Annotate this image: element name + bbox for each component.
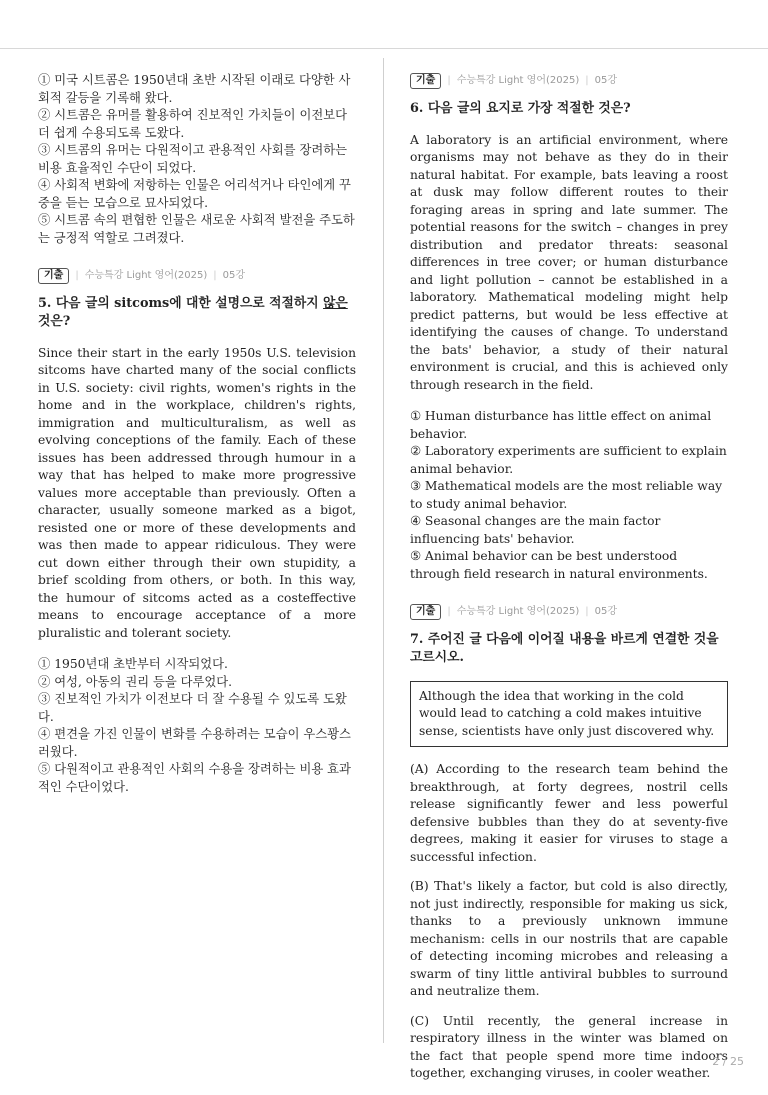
source-label: 수능특강 Light 영어(2025) xyxy=(84,270,208,281)
question-meta: 기출 | 수능특강 Light 영어(2025) | 05강 xyxy=(410,603,728,621)
lesson-label: 05강 xyxy=(222,270,245,281)
page-number: 2 / 25 xyxy=(712,1055,744,1068)
exam-tag-badge: 기출 xyxy=(38,268,69,284)
option: ① 미국 시트콤은 1950년대 초반 시작된 이래로 다양한 사회적 갈등을 기록해 왔다. xyxy=(38,73,351,105)
option: ⑤ 시트콤 속의 편협한 인물은 새로운 사회적 발전을 주도하는 긍정적 역할로 그려졌다. xyxy=(38,213,355,245)
option: ② Laboratory experiments are sufficient to explain animal behavior. xyxy=(410,444,727,476)
question-title: 7. 주어진 글 다음에 이어질 내용을 바르게 연결한 것을 고르시오. xyxy=(410,631,719,665)
paragraph-c: (C) Until recently, the general increase in respiratory illness in the winter was blamed on the fact that people spend more time indoors together, exchanging viruses, in cooler weather. xyxy=(410,1013,728,1080)
exam-tag-badge: 기출 xyxy=(410,73,441,89)
question-title: 5. 다음 글의 sitcoms에 대한 설명으로 적절하지 않은 것은? xyxy=(38,295,348,329)
exam-tag-badge: 기출 xyxy=(410,604,441,620)
option: ② 시트콤은 유머를 활용하여 진보적인 가치들이 이전보다 더 쉽게 수용되도록 도왔다. xyxy=(38,108,347,140)
column-divider xyxy=(383,58,384,1043)
option: ① Human disturbance has little effect on animal behavior. xyxy=(410,409,712,441)
source-label: 수능특강 Light 영어(2025) xyxy=(456,606,580,617)
paragraph-b: (B) That's likely a factor, but cold is also directly, not just indirectly, responsible for making us sick, thanks to a previously unknown immune mechanism: cells in our nostrils that are capable of detecting incoming microbes and releasing a swarm of tiny little antiviral bubbles to surround and neutralize them. xyxy=(410,879,728,998)
passage: A laboratory is an artificial environment, where organisms may not behave as they do in their natural habitat. For example, bats leaving a roost at dusk may follow different routes to their foraging areas in spring and late summer. The potential reasons for the switch – changes in prey distribution and predator threats: seasonal differences in tree cover; or human disturbance and light pollution – cannot be established in a laboratory. Mathematical modeling might help predict patterns, but would be less effective at identifying the causes of change. To understand the bats' behavior, a study of their natural environment is crucial, and this is achieved only through research in the field. xyxy=(410,132,728,392)
option: ④ 편견을 가진 인물이 변화를 수용하려는 모습이 우스꽝스러웠다. xyxy=(38,727,351,759)
question-meta: 기출 | 수능특강 Light 영어(2025) | 05강 xyxy=(38,267,356,285)
question-5 xyxy=(38,267,356,796)
option: ② 여성, 아동의 권리 등을 다루었다. xyxy=(38,674,233,689)
option: ④ Seasonal changes are the main factor influencing bats' behavior. xyxy=(410,514,661,546)
option: ④ 사회적 변화에 저항하는 인물은 어리석거나 타인에게 꾸중을 듣는 모습으로 묘사되었다. xyxy=(38,178,351,210)
passage: Since their start in the early 1950s U.S. television sitcoms have charted many of the social conflicts in U.S. society: civil rights, women's rights in the home and in the workplace, children's rights, immigration and multiculturalism, as well as evolving conceptions of the family. Each of these issues has been addressed through humour in a way that has helped to make more progressive values more acceptable than previously. Often a character, usually someone marked as a bigot, resisted one or more of these developments and was then made to appear ridiculous. They were cut down either through their own stupidity, a brief scolding from others, or both. In this way, the humour of sitcoms acted as a costeffective means to encourage acceptance of a more pluralistic and tolerant society. xyxy=(38,345,356,640)
question-7 xyxy=(410,603,728,1083)
given-text-box: Although the idea that working in the cold would lead to catching a cold makes intuitive sense, scientists have only just discovered why. xyxy=(410,681,728,748)
option: ③ 진보적인 가치가 이전보다 더 잘 수용될 수 있도록 도왔다. xyxy=(38,692,347,724)
left-column xyxy=(38,72,356,796)
paragraph-a: (A) According to the research team behind the breakthrough, at forty degrees, nostril cells release significantly fewer and less powerful defensive bubbles than they do at seventy-five degrees, making it easier for viruses to stage a successful infection. xyxy=(410,762,728,864)
option: ⑤ 다원적이고 관용적인 사회의 수용을 장려하는 비용 효과적인 수단이었다. xyxy=(38,762,351,794)
source-label: 수능특강 Light 영어(2025) xyxy=(456,75,580,86)
option: ① 1950년대 초반부터 시작되었다. xyxy=(38,657,228,671)
prev-question-options xyxy=(38,72,356,247)
right-column xyxy=(410,72,728,1095)
option: ⑤ Animal behavior can be best understood through field research in natural environments. xyxy=(410,549,708,581)
question-6 xyxy=(410,72,728,583)
option: ③ Mathematical models are the most reliable way to study animal behavior. xyxy=(410,479,723,511)
lesson-label: 05강 xyxy=(594,75,617,86)
option: ③ 시트콤의 유머는 다원적이고 관용적인 사회를 장려하는 비용 효율적인 수단이 되었다. xyxy=(38,143,347,175)
lesson-label: 05강 xyxy=(594,606,617,617)
question-meta: 기출 | 수능특강 Light 영어(2025) | 05강 xyxy=(410,72,728,90)
header-rule xyxy=(0,48,768,49)
question-title: 6. 다음 글의 요지로 가장 적절한 것은? xyxy=(410,100,631,116)
